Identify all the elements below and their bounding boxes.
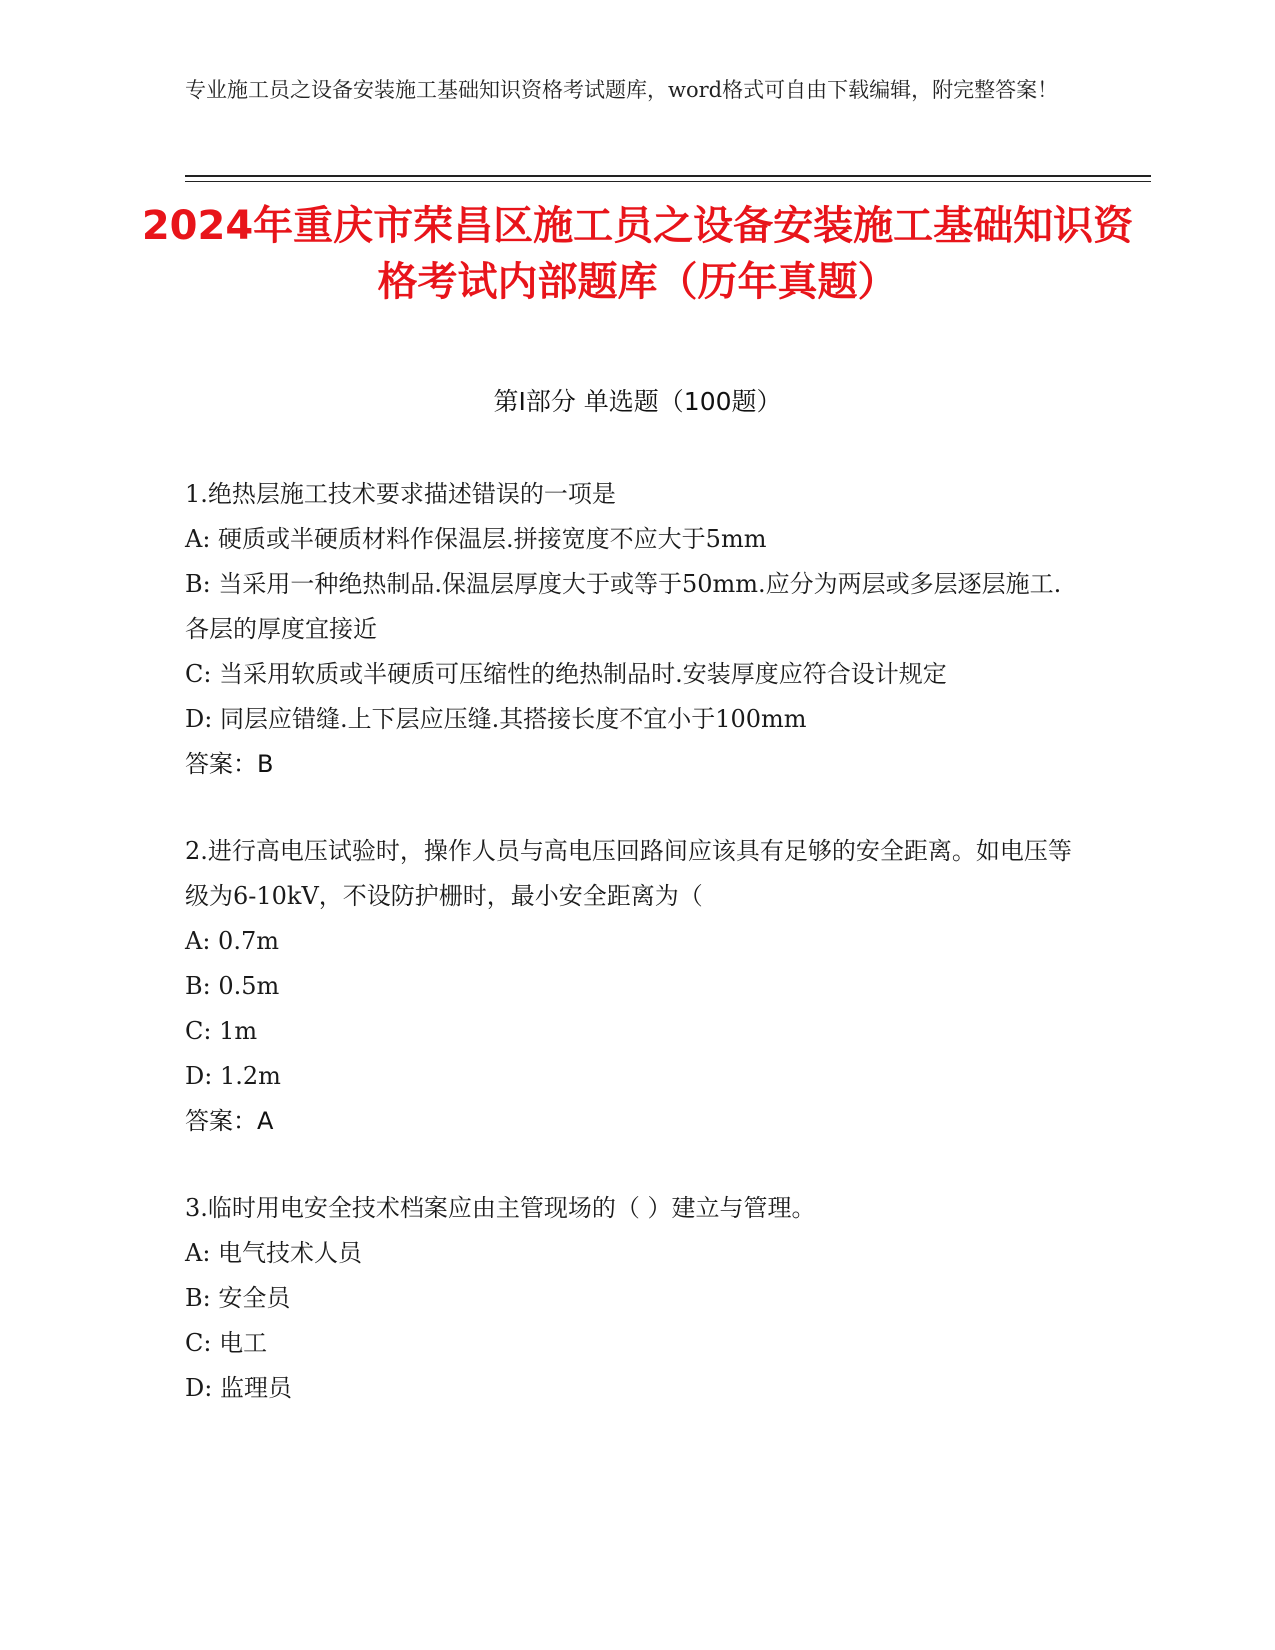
option-b: B: 当采用一种绝热制品.保温层厚度大于或等于50mm.应分为两层或多层逐层施工.各层的厚度宜接近: [185, 570, 1062, 643]
option-c: C: 电工: [185, 1329, 268, 1357]
option-d: D: 同层应错缝.上下层应压缝.其搭接长度不宜小于100mm: [185, 705, 807, 733]
question-2: [185, 829, 1085, 1144]
header-note: 专业施工员之设备安装施工基础知识资格考试题库，word格式可自由下载编辑，附完整答案！: [185, 78, 1059, 102]
option-b: B: 安全员: [185, 1284, 291, 1312]
header-rule-thick: [185, 175, 1151, 177]
document-title: 2024年重庆市荣昌区施工员之设备安装施工基础知识资格考试内部题库（历年真题）: [141, 203, 1134, 305]
section-title: 第Ⅰ部分 单选题（100题）: [493, 387, 782, 416]
answer-label: 答案：A: [185, 1107, 274, 1135]
question-stem: 2.进行高电压试验时，操作人员与高电压回路间应该具有足够的安全距离。如电压等级为6-10kV，不设防护栅时，最小安全距离为（: [185, 837, 1072, 910]
option-a: A: 硬质或半硬质材料作保温层.拼接宽度不应大于5mm: [185, 525, 767, 553]
option-c: C: 1m: [185, 1017, 258, 1045]
question-list: [185, 472, 1085, 1453]
question-stem: 3.临时用电安全技术档案应由主管现场的（ ）建立与管理。: [185, 1194, 816, 1222]
option-d: D: 监理员: [185, 1374, 292, 1402]
question-stem: 1.绝热层施工技术要求描述错误的一项是: [185, 480, 616, 508]
option-c: C: 当采用软质或半硬质可压缩性的绝热制品时.安装厚度应符合设计规定: [185, 660, 947, 688]
answer-label: 答案：B: [185, 750, 274, 778]
option-a: A: 电气技术人员: [185, 1239, 363, 1267]
option-a: A: 0.7m: [185, 927, 279, 955]
question-3: [185, 1186, 1085, 1411]
question-1: [185, 472, 1085, 787]
option-d: D: 1.2m: [185, 1062, 281, 1090]
header-rule-thin: [185, 181, 1151, 182]
option-b: B: 0.5m: [185, 972, 280, 1000]
